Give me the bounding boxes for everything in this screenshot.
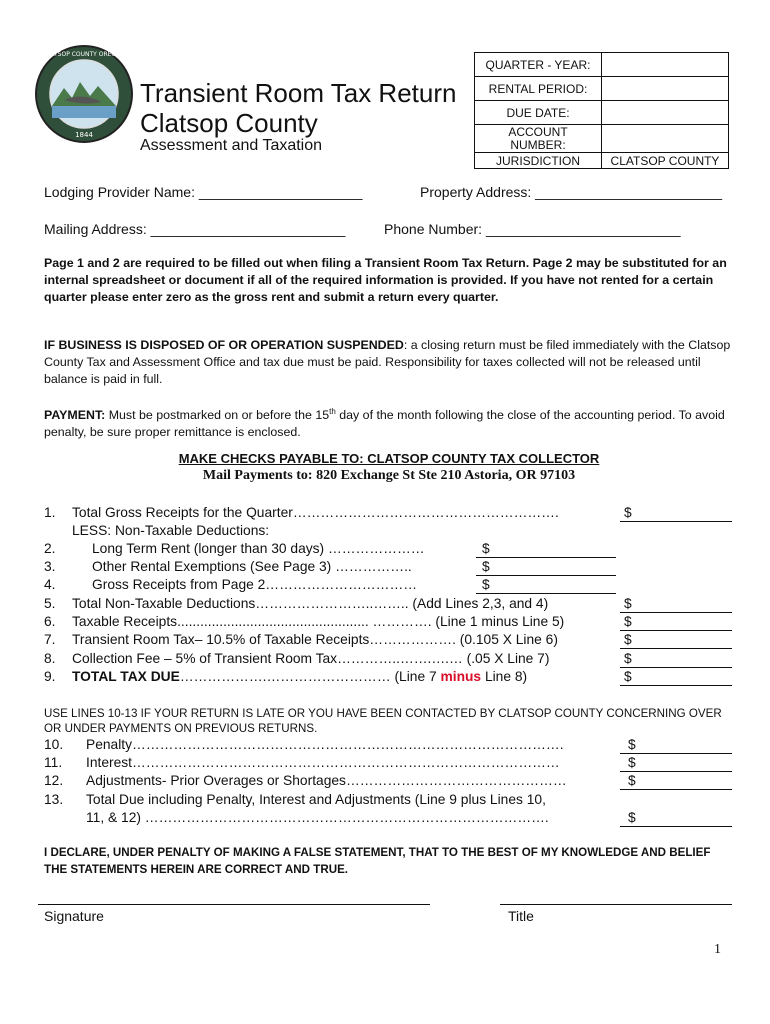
checks-payable-heading: MAKE CHECKS PAYABLE TO: CLATSOP COUNTY TAX COLLECTOR — [178, 451, 600, 466]
line-7-dollar: $ — [624, 632, 632, 647]
due-date-label: DUE DATE: — [475, 101, 602, 125]
line-4: 4. Gross Receipts from Page 2…………………………… — [44, 577, 418, 592]
line-11: 11. Interest………………………………………………………………………………… — [44, 755, 560, 770]
line-13-amount[interactable] — [620, 826, 732, 827]
rental-period-label: RENTAL PERIOD: — [475, 77, 602, 101]
line-8-dollar: $ — [624, 651, 632, 666]
jurisdiction-label: JURISDICTION — [475, 153, 602, 169]
payment-note: PAYMENT: Must be postmarked on or before the 15th day of the month following the close of the accounting period. To avoid penalty, be sure proper remittance is enclosed. — [44, 407, 725, 440]
account-number-label: ACCOUNT NUMBER: — [475, 125, 602, 153]
line-5-amount[interactable] — [620, 612, 732, 613]
line-13: 13. Total Due including Penalty, Interest and Adjustments (Line 9 plus Lines 10, — [44, 792, 546, 807]
line-13-dollar: $ — [628, 810, 636, 825]
title-label: Title — [508, 908, 534, 924]
jurisdiction-value: CLATSOP COUNTY — [602, 153, 729, 169]
line-11-amount[interactable] — [620, 771, 732, 772]
filing-requirements-note: Page 1 and 2 are required to be filled out when filing a Transient Room Tax Return. Page 2 may be substituted for an internal spreadsheet or document if all of the required information is provided. If you have not rented for a certain quarter please enter zero as the gross rent and submit a return every quarter. — [44, 256, 727, 304]
property-address-field[interactable]: Property Address: ________________________ — [420, 184, 723, 200]
mail-payments-address: Mail Payments to: 820 Exchange St Ste 210 Astoria, OR 97103 — [202, 468, 576, 483]
line-8: 8. Collection Fee – 5% of Transient Room Tax…………..…….….… (.05 X Line 7) — [44, 651, 550, 666]
quarter-year-field[interactable] — [602, 53, 729, 77]
rental-period-field[interactable] — [602, 77, 729, 101]
title-line[interactable] — [500, 904, 732, 905]
line-6-amount[interactable] — [620, 630, 732, 631]
declaration-statement: I DECLARE, UNDER PENALTY OF MAKING A FALSE STATEMENT, THAT TO THE BEST OF MY KNOWLEDGE AND BELIEF THE STATEMENTS HEREIN ARE CORRECT AND TRUE. — [44, 846, 711, 876]
line-12: 12. Adjustments- Prior Overages or Shortages………………………………………… — [44, 773, 567, 788]
line-1-dollar: $ — [624, 505, 632, 520]
line-9: 9. TOTAL TAX DUE……………….……………………… (Line 7 minus Line 8) — [44, 669, 528, 684]
line-8-amount[interactable] — [620, 667, 732, 668]
line-10-amount[interactable] — [620, 753, 732, 754]
late-return-note: USE LINES 10-13 IF YOUR RETURN IS LATE OR YOU HAVE BEEN CONTACTED BY CLATSOP COUNTY CONCERNING OVER OR UNDER PAYMENTS ON PREVIOUS RETURNS. — [44, 707, 722, 735]
line-4-amount[interactable] — [476, 593, 616, 594]
phone-number-field[interactable]: Phone Number: _________________________ — [384, 221, 681, 237]
title-line-1: Transient Room Tax Return — [140, 78, 457, 108]
svg-text:CLATSOP COUNTY OREGON: CLATSOP COUNTY OREGON — [42, 51, 126, 58]
form-title — [140, 78, 456, 138]
return-info-table — [474, 52, 729, 169]
line-11-dollar: $ — [628, 755, 636, 770]
account-number-field[interactable] — [602, 125, 729, 153]
line-2-amount[interactable] — [476, 557, 616, 558]
line-7: 7. Transient Room Tax– 10.5% of Taxable Receipts………………. (0.105 X Line 6) — [44, 632, 558, 647]
line-1-amount[interactable] — [620, 521, 732, 522]
page-number: 1 — [714, 942, 721, 957]
lodging-provider-field[interactable]: Lodging Provider Name: _____________________ — [44, 184, 363, 200]
line-3-dollar: $ — [482, 559, 490, 574]
less-deductions-label: LESS: Non-Taxable Deductions: — [72, 523, 270, 538]
line-2-dollar: $ — [482, 541, 490, 556]
quarter-year-label: QUARTER - YEAR: — [475, 53, 602, 77]
line-5-dollar: $ — [624, 596, 632, 611]
line-12-dollar: $ — [628, 773, 636, 788]
line-5: 5. Total Non-Taxable Deductions……………………..…….. (Add Lines 2,3, and 4) — [44, 596, 549, 611]
line-3-amount[interactable] — [476, 575, 616, 576]
signature-line[interactable] — [38, 904, 430, 905]
svg-text:1844: 1844 — [75, 131, 93, 139]
line-2: 2. Long Term Rent (longer than 30 days) ………………… — [44, 541, 425, 556]
line-10-dollar: $ — [628, 737, 636, 752]
line-9-dollar: $ — [624, 669, 632, 684]
line-9-amount[interactable] — [620, 685, 732, 686]
form-subtitle: Assessment and Taxation — [140, 137, 323, 154]
line-12-amount[interactable] — [620, 789, 732, 790]
line-13-continued: 11, & 12) ……………………………………………………………………………. — [86, 810, 549, 825]
line-1: 1. Total Gross Receipts for the Quarter…………………………………………………. — [44, 505, 559, 520]
mailing-address-field[interactable]: Mailing Address: _________________________ — [44, 221, 346, 237]
title-line-2: Clatsop County — [140, 108, 318, 138]
line-6-dollar: $ — [624, 614, 632, 629]
line-6: 6. Taxable Receipts.................................................. …………. (Line 1 minus Line 5) — [44, 614, 565, 629]
line-10: 10. Penalty…………………………………………………………………………………. — [44, 737, 564, 752]
line-4-dollar: $ — [482, 577, 490, 592]
line-7-amount[interactable] — [620, 648, 732, 649]
disposed-business-note: IF BUSINESS IS DISPOSED OF OR OPERATION SUSPENDED: a closing return must be filed immediately with the Clatsop County Tax and Assessment Office and tax due must be paid. Responsibility for taxes collected will not be released until balance is paid in full. — [44, 338, 731, 386]
line-3: 3. Other Rental Exemptions (See Page 3) …………….. — [44, 559, 412, 574]
due-date-field[interactable] — [602, 101, 729, 125]
clatsop-county-seal — [34, 44, 134, 144]
signature-label: Signature — [44, 908, 104, 924]
